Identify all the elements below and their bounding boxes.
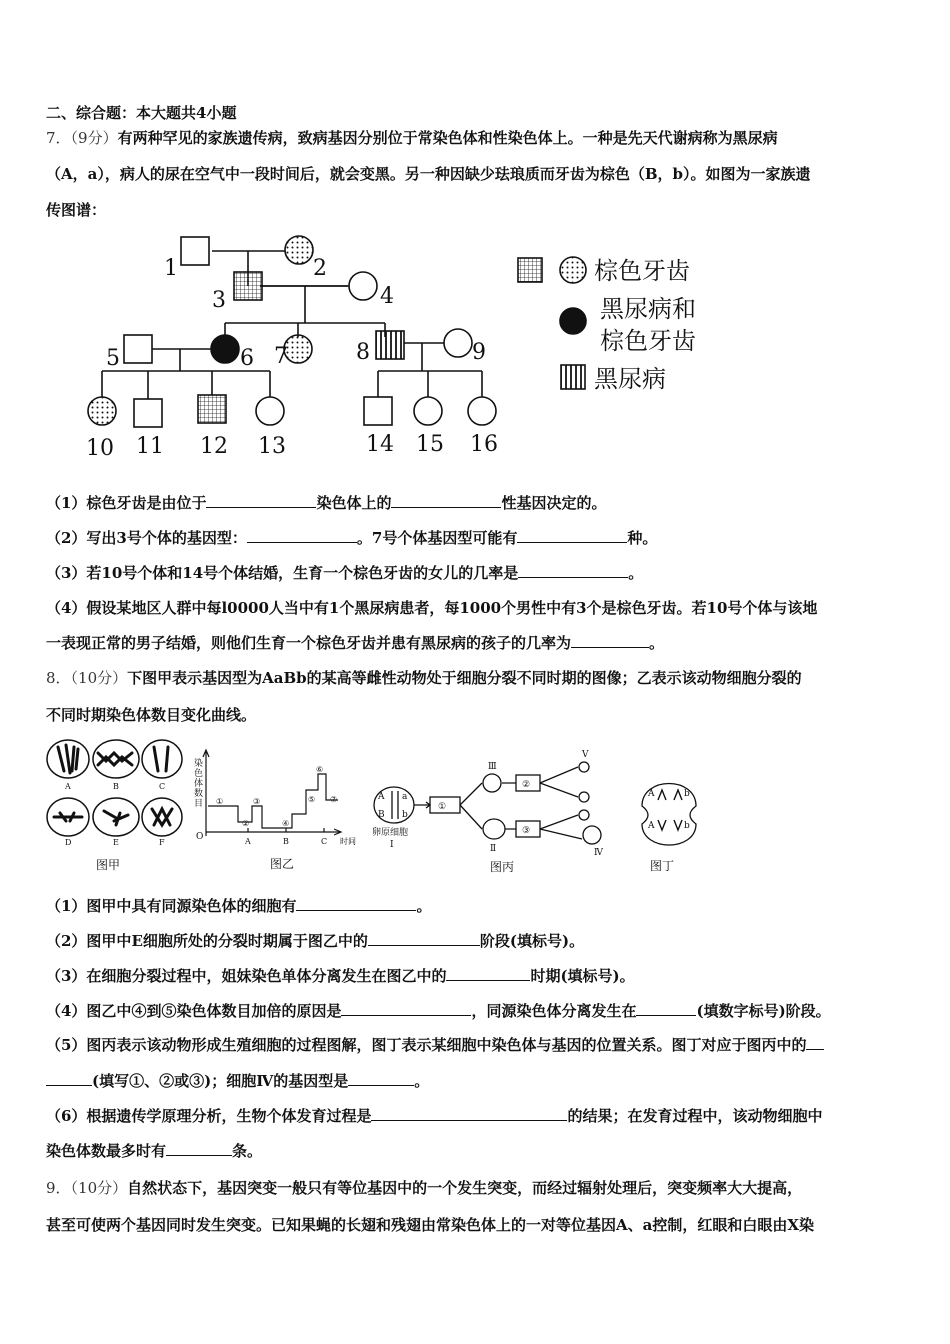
- caption-ding: 图丁: [650, 859, 675, 873]
- roman-II: Ⅱ: [490, 844, 497, 854]
- yi-ylabel-1: 染: [194, 759, 204, 769]
- q8-sub1: （1）图甲中具有同源染色体的细胞有 。: [46, 897, 432, 915]
- ding-gene-A-bottom: A: [648, 821, 655, 831]
- answer-blank[interactable]: [348, 1071, 414, 1086]
- pedigree-ind-10: [88, 397, 116, 425]
- pedigree-ind-12: [198, 395, 226, 423]
- pedigree-ind-11: [134, 399, 162, 427]
- pedigree-ind-2: [285, 236, 313, 264]
- q8-sub3: （3）在细胞分裂过程中，姐妹染色单体分离发生在图乙中的 时期(填标号)。: [46, 967, 635, 985]
- q7-sub3: （3）若10号个体和14号个体结婚，生育一个棕色牙齿的女儿的几率是 。: [46, 564, 644, 582]
- caption-yi: 图乙: [270, 857, 295, 871]
- q8-stem-line1: 8．（10分）下图甲表示基因型为AaBb的某高等雌性动物处于细胞分裂不同时期的图像；乙表示该动物细胞分裂的: [46, 669, 802, 687]
- yi-stage-1: ①: [216, 797, 224, 806]
- cell-II: [483, 819, 505, 839]
- yi-origin: O: [196, 832, 204, 842]
- roman-IV: Ⅳ: [594, 848, 603, 858]
- answer-blank[interactable]: [247, 528, 357, 543]
- pedigree-label-15: 15: [416, 432, 444, 457]
- cell-B: [93, 740, 139, 778]
- q8-sub5-line1: （5）图丙表示该动物形成生殖细胞的过程图解，图丁表示某细胞中染色体与基因的位置关系。图丁对应于图丙中的: [46, 1035, 824, 1055]
- yi-stage-7: ⑦: [330, 795, 338, 804]
- yi-stage-5: ⑤: [308, 795, 316, 804]
- figure-jia: [44, 735, 189, 875]
- q7-sub4-line1: （4）假设某地区人群中每l0000人当中有1个黑尿病患者，每1000个男性中有3个是棕色牙齿。若10号个体与该地: [46, 599, 818, 617]
- q9-stem-line2: 甚至可使两个基因同时发生突变。已知果蝇的长翅和残翅由常染色体上的一对等位基因A、a控制，红眼和白眼由X染: [46, 1216, 815, 1234]
- pedigree-ind-9: [444, 329, 472, 357]
- pedigree-label-9: 9: [472, 340, 486, 365]
- ding-gene-b-bottom: b: [684, 821, 690, 831]
- step-2: ②: [522, 780, 531, 790]
- answer-blank[interactable]: [166, 1141, 232, 1156]
- step-1: ①: [438, 802, 447, 812]
- gene-b: b: [402, 810, 408, 820]
- q8-number: 8．（10分）: [46, 669, 128, 687]
- q7-number: 7．（9分）: [46, 129, 118, 147]
- section-heading: 二、综合题：本大题共4小题: [46, 104, 237, 122]
- q9-number: 9．（10分）: [46, 1179, 128, 1197]
- yi-ylabel-2: 色: [194, 769, 204, 779]
- pedigree-ind-5: [124, 335, 152, 363]
- answer-blank[interactable]: [368, 931, 480, 946]
- yi-stage-4: ④: [282, 819, 290, 828]
- answer-blank[interactable]: [446, 966, 530, 981]
- chromosome-curve: [208, 774, 338, 828]
- pedigree-ind-15: [414, 397, 442, 425]
- pedigree-ind-4: [349, 272, 377, 300]
- pedigree-label-5: 5: [106, 346, 120, 371]
- yi-xlabel: 时间: [340, 837, 356, 846]
- pedigree-label-3: 3: [212, 288, 226, 313]
- q8-sub5-line2: (填写①、②或③)；细胞Ⅳ的基因型是 。: [46, 1071, 429, 1091]
- q7-stem-line1: 7．（9分）有两种罕见的家族遗传病，致病基因分别位于常染色体和性染色体上。一种是先天代谢病称为黑尿病: [46, 129, 778, 147]
- answer-blank[interactable]: [46, 1071, 92, 1086]
- gene-a: a: [402, 792, 408, 802]
- cell-label-B: B: [113, 782, 119, 791]
- q8-sub2: （2）图甲中E细胞所处的分裂时期属于图乙中的 阶段(填标号)。: [46, 932, 585, 950]
- cell-label-F: F: [159, 838, 165, 847]
- q7-sub2: （2）写出3号个体的基因型： 。7号个体基因型可能有 种。: [46, 529, 658, 547]
- cell-F: [142, 798, 182, 836]
- q8-sub6-line2: 染色体数最多时有 条。: [46, 1142, 263, 1160]
- caption-jia: 图甲: [96, 858, 121, 872]
- pedigree-ind-8: [376, 331, 404, 359]
- pedigree-label-14: 14: [366, 432, 394, 457]
- pedigree-label-11: 11: [136, 434, 164, 459]
- legend-alkaptonuria: 黑尿病: [594, 365, 666, 393]
- legend-both-line2: 棕色牙齿: [600, 327, 696, 355]
- legend-brown-teeth: 棕色牙齿: [594, 257, 690, 285]
- pedigree-ind-14: [364, 397, 392, 425]
- gene-A: A: [378, 792, 385, 802]
- pedigree-ind-13: [256, 397, 284, 425]
- roman-V: Ⅴ: [582, 750, 589, 760]
- legend-both-line1: 黑尿病和: [600, 295, 696, 323]
- q7-stem-line2: （A，a），病人的尿在空气中一段时间后，就会变黑。另一种因缺少珐琅质而牙齿为棕色（B，b）。如图为一家族遗: [46, 165, 811, 183]
- q8-sub6-line1: （6）根据遗传学原理分析，生物个体发育过程是 的结果；在发育过程中，该动物细胞中: [46, 1107, 823, 1125]
- gene-B: B: [378, 810, 385, 820]
- pedigree-label-1: 1: [164, 256, 178, 281]
- answer-blank[interactable]: [517, 528, 627, 543]
- answer-blank[interactable]: [806, 1035, 824, 1050]
- pedigree-ind-7: [284, 335, 312, 363]
- ding-gene-A-top: A: [648, 789, 655, 799]
- answer-blank[interactable]: [571, 633, 649, 648]
- ding-gene-b-top: b: [684, 789, 690, 799]
- q9-stem-line1: 9．（10分）自然状态下，基因突变一般只有等位基因中的一个发生突变，而经过辐射处理后，突变频率大大提高，: [46, 1179, 803, 1197]
- q8-stem-line2: 不同时期染色体数目变化曲线。: [46, 706, 257, 724]
- yi-ylabel-5: 目: [194, 799, 204, 809]
- answer-blank[interactable]: [518, 563, 628, 578]
- q7-stem-line3: 传图谱：: [46, 201, 107, 219]
- label-cell-I-name: 卵原细胞: [372, 828, 409, 838]
- pedigree-label-4: 4: [380, 284, 394, 309]
- pedigree-label-6: 6: [240, 346, 254, 371]
- cell-label-C: C: [159, 782, 166, 791]
- pedigree-figure: [80, 225, 730, 465]
- yi-stage-2: ②: [242, 819, 250, 828]
- cell-label-A: A: [65, 782, 71, 791]
- pedigree-ind-3: [234, 272, 262, 300]
- pedigree-ind-16: [468, 397, 496, 425]
- q7-sub1: （1）棕色牙齿是由位于 染色体上的 性基因决定的。: [46, 494, 607, 512]
- yi-xtick-A: A: [245, 837, 251, 846]
- answer-blank[interactable]: [371, 1106, 567, 1121]
- cell-label-E: E: [113, 838, 119, 847]
- answer-blank[interactable]: [391, 493, 501, 508]
- yi-stage-3: ③: [253, 797, 261, 806]
- caption-bing: 图丙: [490, 860, 515, 874]
- cell-C: [142, 740, 182, 778]
- pedigree-label-13: 13: [258, 434, 286, 459]
- pedigree-label-12: 12: [200, 434, 228, 459]
- q7-sub4-line2: 一表现正常的男子结婚，则他们生育一个棕色牙齿并患有黑尿病的孩子的几率为 。: [46, 634, 665, 652]
- figure-bing: [370, 745, 640, 880]
- pedigree-label-7: 7: [274, 344, 288, 369]
- answer-blank[interactable]: [206, 493, 316, 508]
- yi-ylabel-3: 体: [194, 779, 204, 789]
- q8-sub4: （4）图乙中④到⑤染色体数目加倍的原因是 ，同源染色体分离发生在 (填数字标号)阶段。: [46, 1002, 831, 1020]
- roman-I: Ⅰ: [390, 840, 394, 850]
- answer-blank[interactable]: [341, 1001, 471, 1016]
- yi-stage-6: ⑥: [316, 765, 324, 774]
- yi-ylabel-4: 数: [194, 789, 204, 799]
- step-3: ③: [522, 826, 531, 836]
- pedigree-ind-1: [181, 237, 209, 265]
- roman-III: Ⅲ: [488, 762, 497, 772]
- cell-III: [483, 774, 501, 792]
- pedigree-label-8: 8: [356, 340, 370, 365]
- pedigree-label-16: 16: [470, 432, 498, 457]
- answer-blank[interactable]: [636, 1001, 696, 1016]
- pedigree-label-10: 10: [86, 436, 114, 461]
- answer-blank[interactable]: [296, 896, 416, 911]
- yi-xtick-C: C: [321, 837, 328, 846]
- yi-xtick-B: B: [283, 837, 289, 846]
- cell-IV: [583, 826, 601, 844]
- pedigree-ind-6: [211, 335, 239, 363]
- pedigree-label-2: 2: [313, 256, 327, 281]
- cell-label-D: D: [65, 838, 72, 847]
- figure-ding: [636, 768, 706, 878]
- figure-yi: [190, 740, 370, 878]
